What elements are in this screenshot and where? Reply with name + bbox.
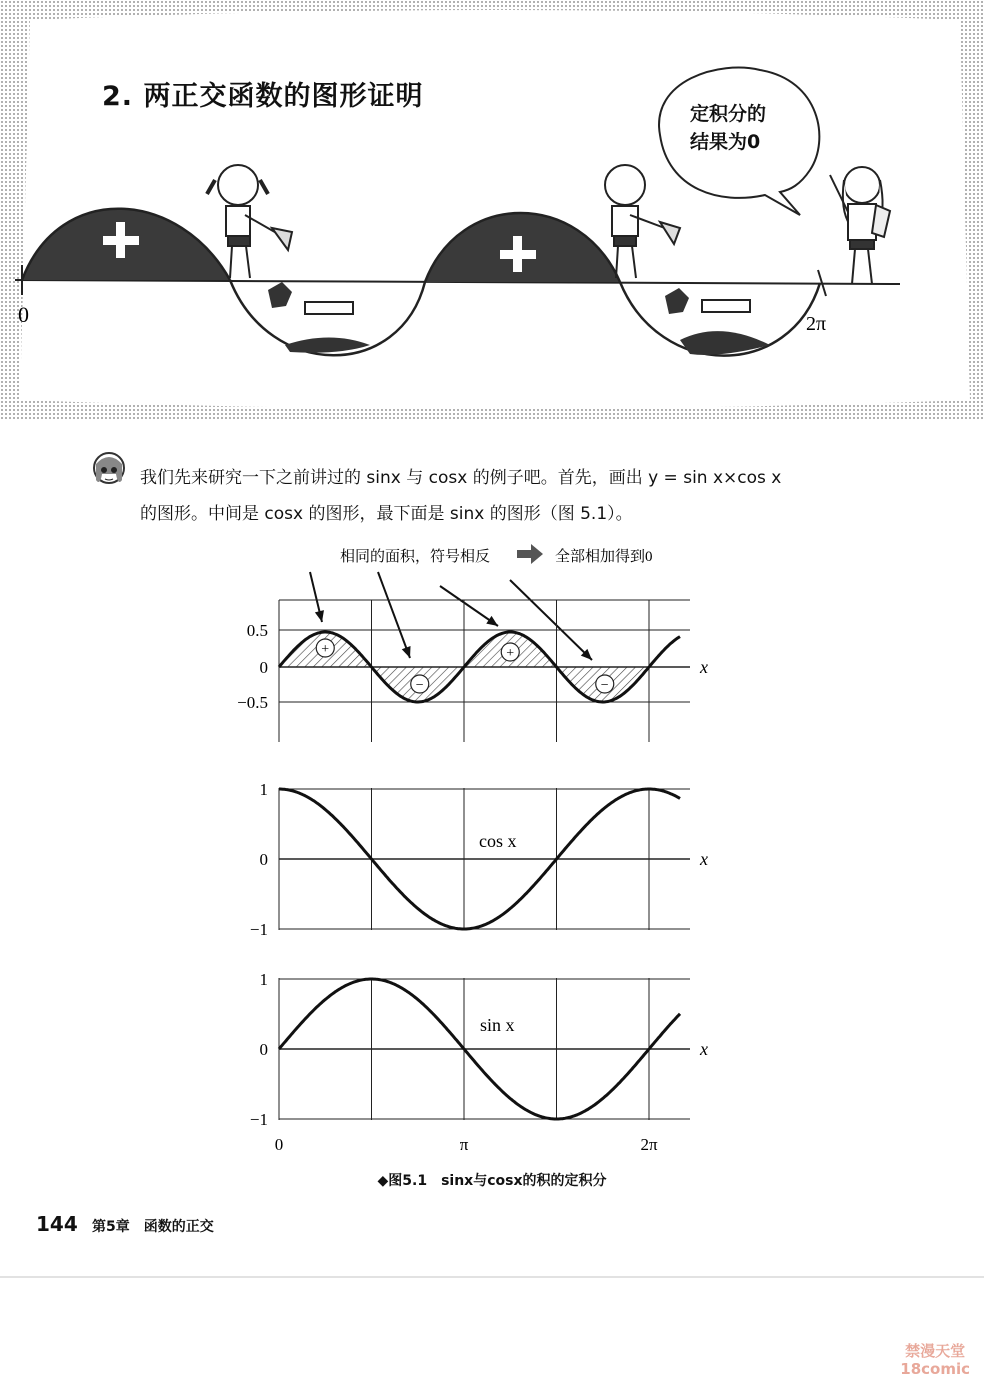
pointer-arrow <box>378 572 410 658</box>
arrowhead-icon <box>486 616 498 626</box>
y-tick-label: −1 <box>249 1110 268 1129</box>
character-teacher <box>830 167 890 284</box>
axis-label-twopi: 2π <box>806 313 827 335</box>
chart-sin <box>250 970 708 1154</box>
chapter-title: 第5章 函数的正交 <box>92 1219 214 1235</box>
figure-5-1 <box>0 530 984 1170</box>
explanation-paragraph: 我们先来研究一下之前讲过的 sinx 与 cosx 的例子吧。首先，画出 y = sin x×cos x 的图形。中间是 cosx 的图形，最下面是 sinx 的图形（图 5.1）。 <box>140 468 782 524</box>
y-tick-label: 1 <box>259 970 268 989</box>
x-tick-label: 0 <box>274 1135 284 1154</box>
figure-caption: ◆图5.1 sinx与cosx的积的定积分 <box>377 1173 607 1189</box>
teacher-avatar-icon <box>92 450 126 490</box>
annotation-text: 相同的面积，符号相反 <box>340 549 491 565</box>
x-tick-label: π <box>459 1135 469 1154</box>
page-number: 144 <box>36 1212 78 1236</box>
screentone-border <box>0 0 984 420</box>
curve-label: sin x <box>480 1015 515 1035</box>
chart-cos <box>250 780 708 939</box>
positive-hill <box>425 213 620 282</box>
region-sign: + <box>506 646 515 661</box>
minus-sign-icon <box>305 302 353 314</box>
watermark: 禁漫天堂 18comic <box>900 1342 970 1378</box>
section-title: 2. 两正交函数的图形证明 <box>102 81 424 112</box>
y-tick-label: −0.5 <box>237 693 268 712</box>
region-sign: + <box>321 642 330 657</box>
arrow-right-icon <box>517 544 543 564</box>
region-sign: − <box>415 678 424 693</box>
footer-divider <box>0 1276 984 1278</box>
character-digging-1 <box>207 165 292 278</box>
minus-sign-icon <box>702 300 750 312</box>
x-axis-label: x <box>700 657 708 677</box>
y-tick-label: 0.5 <box>246 621 268 640</box>
manga-illustration <box>0 0 984 420</box>
curve-label: cos x <box>479 831 517 851</box>
y-tick-label: 1 <box>259 780 268 799</box>
x-axis-label: x <box>700 1039 708 1059</box>
y-tick-label: 0 <box>259 1040 268 1059</box>
y-tick-label: 0 <box>259 850 268 869</box>
x-tick-label: 2π <box>640 1135 658 1154</box>
region-sign: − <box>600 678 609 693</box>
speech-bubble-text: 定积分的 结果为0 <box>690 103 767 153</box>
character-digging-2 <box>605 165 680 278</box>
chart-product <box>237 600 708 742</box>
y-tick-label: 0 <box>259 658 268 677</box>
annotation-result: 全部相加得到0 <box>555 549 653 565</box>
x-axis-label: x <box>700 849 708 869</box>
axis-label-zero: 0 <box>18 302 29 327</box>
arrowhead-icon <box>402 646 411 658</box>
y-tick-label: −1 <box>249 920 268 939</box>
